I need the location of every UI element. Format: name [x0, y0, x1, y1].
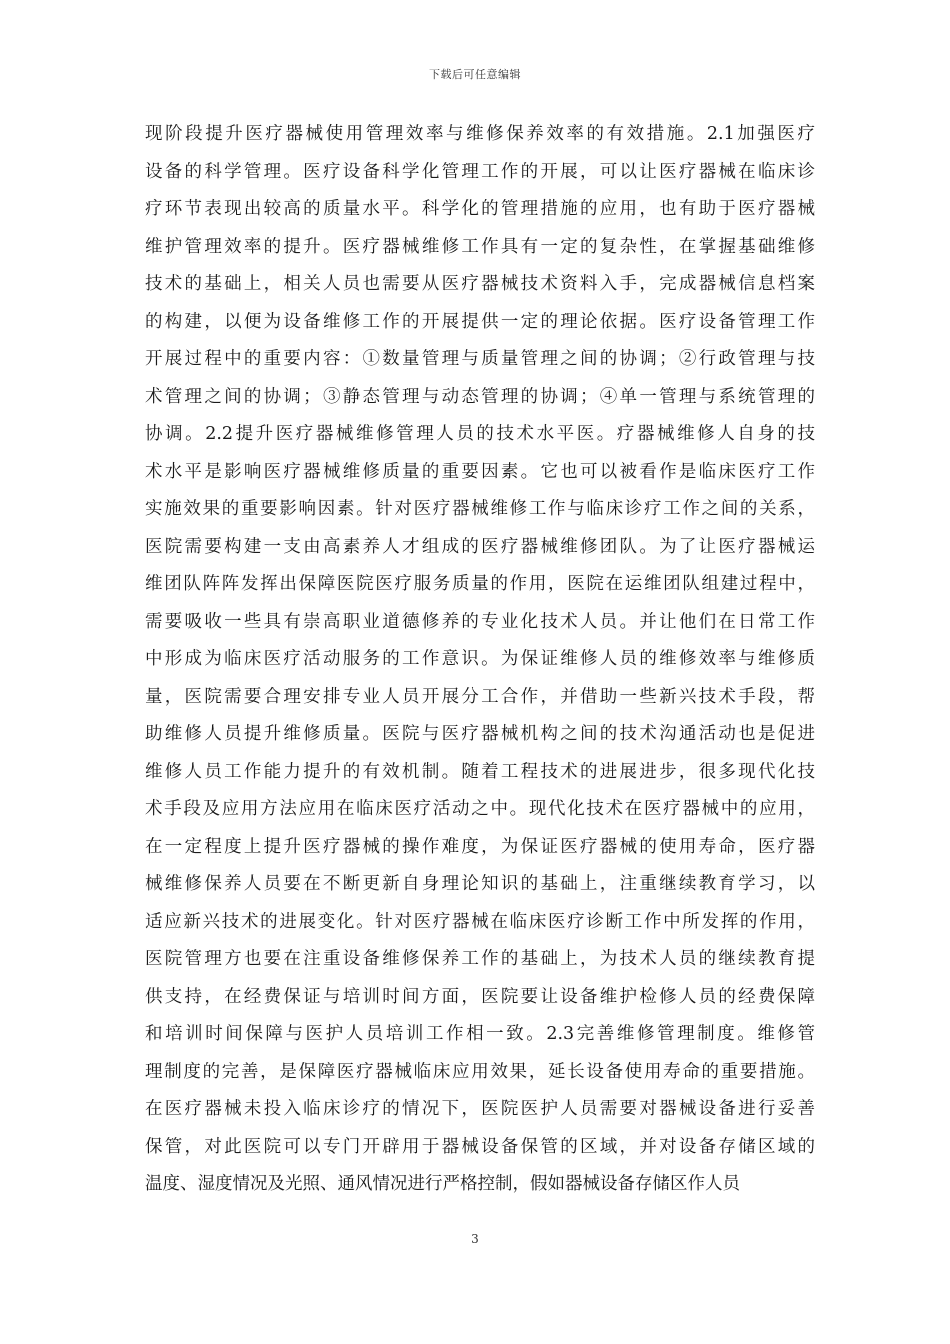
text-line: 术管理之间的协调；③静态管理与动态管理的协调；④单一管理与系统管理的 — [145, 386, 815, 407]
text-line: 维修人员工作能力提升的有效机制。随着工程技术的进展进步，很多现代化技 — [145, 761, 815, 782]
text-line: 保管，对此医院可以专门开辟用于器械设备保管的区域，并对设备存储区域的 — [145, 1136, 815, 1157]
text-line: 供支持，在经费保证与培训时间方面，医院要让设备维护检修人员的经费保障 — [145, 986, 815, 1007]
text-line: 医院管理方也要在注重设备维修保养工作的基础上，为技术人员的继续教育提 — [145, 949, 815, 969]
text-line: 技术的基础上，相关人员也需要从医疗器械技术资料入手，完成器械信息档案 — [145, 274, 815, 294]
text-line: 械维修保养人员要在不断更新自身理论知识的基础上，注重继续教育学习，以 — [145, 874, 815, 894]
text-line: 术手段及应用方法应用在临床医疗活动之中。现代化技术在医疗器械中的应用， — [145, 799, 815, 819]
text-line: 实施效果的重要影响因素。针对医疗器械维修工作与临床诊疗工作之间的关系， — [145, 499, 815, 519]
text-line: 维护管理效率的提升。医疗器械维修工作具有一定的复杂性，在掌握基础维修 — [145, 236, 815, 257]
text-line: 的构建，以便为设备维修工作的开展提供一定的理论依据。医疗设备管理工作 — [145, 311, 815, 332]
text-line: 疗环节表现出较高的质量水平。科学化的管理措施的应用，也有助于医疗器械 — [145, 199, 815, 219]
document-body — [145, 116, 815, 1204]
text-line: 助维修人员提升维修质量。医院与医疗器械机构之间的技术沟通活动也是促进 — [145, 724, 815, 744]
text-line: 在医疗器械未投入临床诊疗的情况下，医院医护人员需要对器械设备进行妥善 — [145, 1099, 815, 1119]
text-line: 适应新兴技术的进展变化。针对医疗器械在临床医疗诊断工作中所发挥的作用， — [145, 911, 815, 932]
text-line: 量，医院需要合理安排专业人员开展分工合作，并借助一些新兴技术手段，帮 — [145, 686, 815, 707]
text-line: 需要吸收一些具有崇高职业道德修养的专业化技术人员。并让他们在日常工作 — [145, 611, 815, 632]
page-header: 下载后可任意编辑 — [429, 68, 521, 81]
text-line: 维团队阵阵发挥出保障医院医疗服务质量的作用，医院在运维团队组建过程中， — [145, 574, 815, 594]
text-line: 理制度的完善，是保障医疗器械临床应用效果，延长设备使用寿命的重要措施。 — [145, 1061, 815, 1082]
text-line: 温度、湿度情况及光照、通风情况进行严格控制，假如器械设备存储区作人员 — [145, 1174, 740, 1194]
text-line: 协调。2.2提升医疗器械维修管理人员的技术水平医。疗器械维修人自身的技 — [145, 424, 815, 444]
text-line: 现阶段提升医疗器械使用管理效率与维修保养效率的有效措施。2.1加强医疗 — [145, 124, 815, 144]
text-line: 和培训时间保障与医护人员培训工作相一致。2.3完善维修管理制度。维修管 — [145, 1024, 815, 1044]
text-line: 术水平是影响医疗器械维修质量的重要因素。它也可以被看作是临床医疗工作 — [145, 461, 815, 482]
text-line: 在一定程度上提升医疗器械的操作难度，为保证医疗器械的使用寿命，医疗器 — [145, 836, 815, 857]
page-number: 3 — [471, 1232, 479, 1246]
text-line: 中形成为临床医疗活动服务的工作意识。为保证维修人员的维修效率与维修质 — [145, 649, 815, 669]
text-line: 设备的科学管理。医疗设备科学化管理工作的开展，可以让医疗器械在临床诊 — [145, 161, 815, 182]
text-line: 开展过程中的重要内容：①数量管理与质量管理之间的协调；②行政管理与技 — [145, 349, 815, 369]
text-line: 医院需要构建一支由高素养人才组成的医疗器械维修团队。为了让医疗器械运 — [145, 536, 815, 557]
